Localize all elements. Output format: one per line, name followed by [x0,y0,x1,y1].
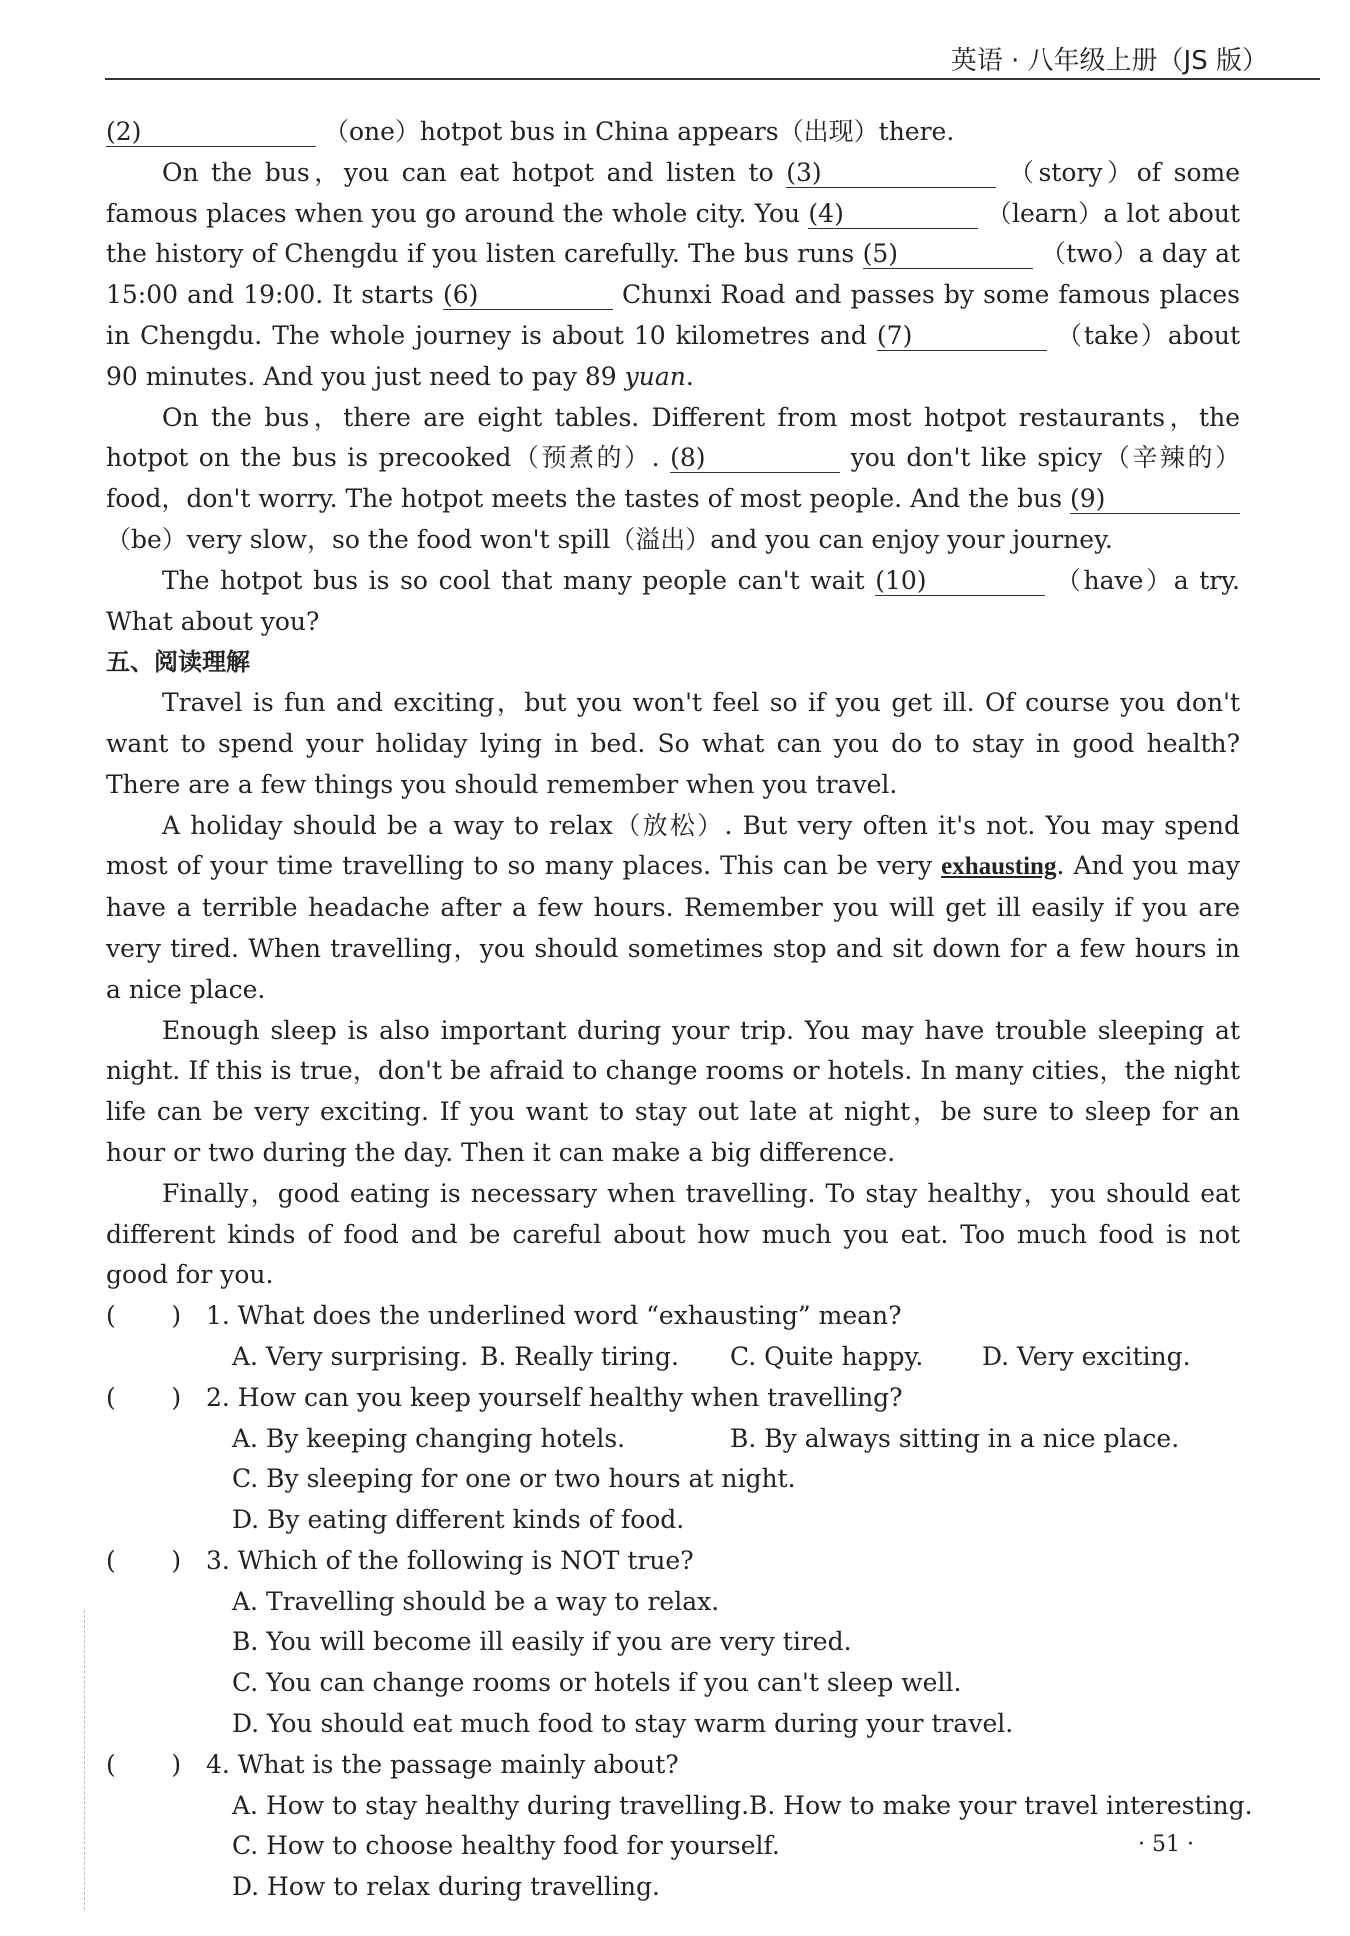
blank-9[interactable]: (9) [1070,485,1240,514]
text: . And you may have a terrible headache after a few hours. Remember you will get ill easily if you are very tired. When travelling，you should sometimes stop and sit down for a few hours in a nice place. [106,851,1240,1004]
reading-paragraph-3: Enough sleep is also important during your trip. You may have trouble sleeping at night. If this is true，don't be afraid to change rooms or hotels. In many cities，the night life can be very exciting. If you want to stay out late at night，be sure to sleep for an hour or two during the day. Then it can make a big difference. [106,1015,1240,1167]
text: you don't like spicy（辛辣的）food，don't worry. The hotpot meets the tastes of most people. And the bus [106,443,1241,514]
question-text: 3. Which of the following is NOT true? [206,1545,694,1575]
question-2-options [106,1419,1240,1541]
question-4 [106,1745,1240,1786]
currency-word: yuan [624,361,686,391]
question-3-options [106,1582,1240,1745]
option[interactable]: B. Really tiring. [480,1341,679,1371]
option[interactable]: D. How to relax during travelling. [232,1872,660,1902]
option[interactable]: A. Very surprising. [232,1341,469,1371]
text: （be）very slow，so the food won't spill（溢出）and you can enjoy your journey. [106,524,1113,554]
text: The hotpot bus is so cool that many people can't wait [162,565,865,595]
blank-2[interactable]: (2) [106,118,316,147]
text: （story）of some famous places when you go around the whole city. You [106,157,1240,228]
text: A holiday should be a way to relax（放松）. But very often it's not. You may spend most of your time travelling to so many places. This can be very [106,810,1240,881]
question-1 [106,1296,1240,1337]
option[interactable]: B. How to make your travel interesting. [749,1790,1253,1820]
option[interactable]: A. Travelling should be a way to relax. [232,1586,720,1616]
blank-5[interactable]: (5) [863,240,1033,269]
option[interactable]: D. By eating different kinds of food. [232,1505,685,1535]
answer-bracket[interactable]: ( ) [106,1545,182,1575]
option[interactable]: C. You can change rooms or hotels if you can't sleep well. [232,1668,962,1698]
question-text: 1. What does the underlined word “exhausting” mean? [206,1301,902,1331]
text: （have）a try. What about you? [106,565,1241,636]
blank-6[interactable]: (6) [443,281,613,310]
option[interactable]: C. By sleeping for one or two hours at night. [232,1464,796,1494]
answer-bracket[interactable]: ( ) [106,1301,182,1331]
question-2 [106,1378,1240,1419]
text: （two）a day at 15:00 and 19:00. It starts [106,239,1241,310]
answer-bracket[interactable]: ( ) [106,1749,182,1779]
question-text: 4. What is the passage mainly about? [206,1749,679,1779]
page-header: 英语 · 八年级上册（JS 版） [950,46,1268,76]
question-4-options [106,1786,1253,1908]
question-3 [106,1541,1240,1582]
option[interactable]: D. You should eat much food to stay warm during your travel. [232,1709,1014,1739]
text: （take）about 90 minutes. And you just need to pay 89 [106,320,1240,391]
text: Chunxi Road and passes by some famous places in Chengdu. The whole journey is about 10 kilometres and [106,280,1240,350]
fill-paragraph-4 [106,561,1240,643]
question-text: 2. How can you keep yourself healthy when travelling? [206,1382,903,1412]
question-1-options [106,1337,1240,1378]
reading-paragraph-1: Travel is fun and exciting，but you won't feel so if you get ill. Of course you don't want to spend your holiday lying in bed. So what can you do to stay in good health? There are a few things you should remember when you travel. [106,688,1240,799]
binding-margin-line [84,1610,88,1910]
fill-paragraph-3 [106,398,1240,561]
text: （one）hotpot bus in China appears（出现）there. [323,117,955,146]
section-title: 五、阅读理解 [106,648,250,677]
blank-4[interactable]: (4) [808,200,978,229]
blank-10[interactable]: (10) [875,567,1045,596]
text: （learn）a lot about the history of Chengdu if you listen carefully. The bus runs [106,198,1240,269]
option[interactable]: C. How to choose healthy food for yourself. [232,1831,780,1861]
fill-paragraph-1 [106,112,1240,153]
underlined-word: exhausting [941,853,1057,881]
text: On the bus，there are eight tables. Different from most hotpot restaurants，the hotpot on the bus is precooked（预煮的）. [106,402,1240,473]
blank-3[interactable]: (3) [786,159,996,188]
blank-8[interactable]: (8) [670,444,840,473]
page-content [106,112,1253,1908]
option[interactable]: A. How to stay healthy during travelling. [232,1790,750,1820]
fill-paragraph-2 [106,153,1240,398]
text: On the bus，you can eat hotpot and listen to [162,157,774,187]
page-number: · 51 · [1138,1832,1194,1857]
text: . [685,361,694,391]
answer-bracket[interactable]: ( ) [106,1382,182,1412]
option[interactable]: B. By always sitting in a nice place. [730,1423,1180,1453]
header-rule [105,78,1320,80]
reading-paragraph-2 [106,806,1240,1011]
reading-paragraph-4: Finally，good eating is necessary when travelling. To stay healthy，you should eat different kinds of food and be careful about how much you eat. Too much food is not good for you. [106,1178,1240,1290]
option[interactable]: C. Quite happy. [730,1341,924,1371]
blank-7[interactable]: (7) [877,322,1047,351]
option[interactable]: A. By keeping changing hotels. [232,1423,626,1453]
option[interactable]: B. You will become ill easily if you are very tired. [232,1627,852,1657]
option[interactable]: D. Very exciting. [982,1341,1191,1371]
